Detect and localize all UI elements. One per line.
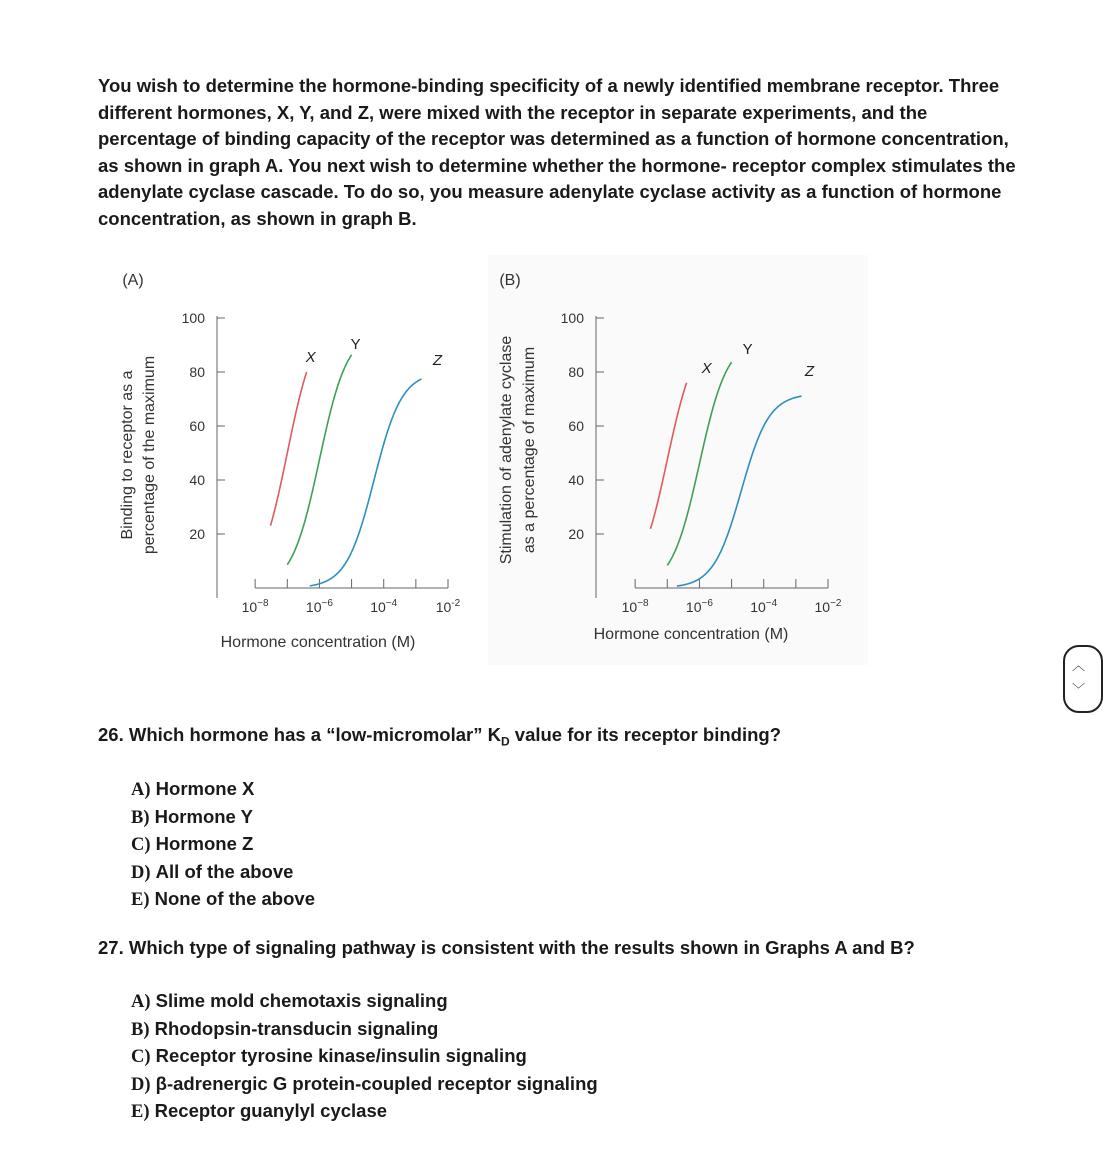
x-tick-label: $10^{-4}$ <box>370 598 398 615</box>
y-tick-label: 80 <box>189 364 205 380</box>
x-tick-label: $10^{-6}$ <box>305 598 333 615</box>
curve-z <box>310 379 422 586</box>
curve-label-z: Z <box>804 363 815 381</box>
curve-label-z: Z <box>432 351 443 369</box>
curve-label-y: Y <box>350 335 361 353</box>
x-tick-label: $10^{-2}$ <box>435 598 461 615</box>
y-axis-title-line2: as a percentage of maximum <box>521 346 538 554</box>
curve-x <box>650 383 686 529</box>
y-tick-label: 100 <box>560 310 584 326</box>
intro-paragraph: You wish to determine the hormone-binding specificity of a newly identified membrane receptor. Three different hormones, X, Y, and Z, were mixed with the receptor in separate experiments, and the percentage of binding capacity of the receptor was determined as a function of hormone concentration, as shown in graph A. You next wish to determine whether the hormone- receptor complex stimulates the adenylate cyclase cascade. To do so, you measure adenylate cyclase activity as a function of hormone concentration, as shown in graph B. <box>98 75 1016 229</box>
option-e[interactable]: E) Receptor guanylyl cyclase <box>131 1100 388 1122</box>
question-27-options <box>131 988 598 1126</box>
curve-y <box>667 359 731 565</box>
question-26-options <box>131 776 315 914</box>
graph-a <box>108 255 468 665</box>
y-tick-label: 100 <box>181 310 205 326</box>
x-tick-label: $10^{-4}$ <box>750 598 778 615</box>
x-tick-label: $10^{-8}$ <box>241 598 269 615</box>
graph-a-svg <box>108 255 468 665</box>
y-tick-label: 60 <box>568 418 584 434</box>
curve-label-x: X <box>305 349 316 366</box>
y-tick-label: 60 <box>189 418 205 434</box>
y-tick-label: 40 <box>568 472 584 488</box>
curve-x <box>270 372 306 526</box>
panel-label: (B) <box>499 272 521 289</box>
y-tick-label: 40 <box>189 472 205 488</box>
option-d[interactable]: D) β-adrenergic G protein-coupled receptor signaling <box>131 1072 598 1095</box>
curve-z <box>677 396 802 586</box>
curve-label-y: Y <box>742 341 753 359</box>
graph-b <box>488 255 868 665</box>
option-c[interactable]: C) Hormone Z <box>131 833 254 855</box>
y-axis-title-line1: Stimulation of adenylate cyclase <box>498 335 515 565</box>
x-tick-label: $10^{-2}$ <box>814 598 842 615</box>
x-axis-title: Hormone concentration (M) <box>593 626 789 643</box>
option-c[interactable]: C) Receptor tyrosine kinase/insulin signaling <box>131 1045 527 1067</box>
graph-b-svg <box>488 255 868 665</box>
panel-label: (A) <box>122 272 144 289</box>
question-26: 26. Which hormone has a “low-micromolar” $K_D$ value for its receptor binding? <box>98 724 782 749</box>
curve-y <box>287 355 351 565</box>
y-axis-title-line2: percentage of the maximum <box>141 355 158 555</box>
y-tick-label: 20 <box>568 526 584 542</box>
curve-label-x: X <box>701 359 712 377</box>
scroll-toggle-button[interactable] <box>1063 645 1103 713</box>
question-27: 27. Which type of signaling pathway is consistent with the results shown in Graphs A and B? <box>98 937 915 958</box>
option-a[interactable]: A) Slime mold chemotaxis signaling <box>131 990 448 1012</box>
x-axis-title: Hormone concentration (M) <box>220 634 416 651</box>
y-tick-label: 80 <box>568 364 584 380</box>
option-a[interactable]: A) Hormone X <box>131 778 255 800</box>
y-axis-title-line1: Binding to receptor as a <box>119 370 136 540</box>
y-tick-label: 20 <box>189 526 205 542</box>
kd-subscript: D <box>500 734 510 749</box>
option-d[interactable]: D) All of the above <box>131 860 294 883</box>
x-tick-label: $10^{-6}$ <box>685 598 713 615</box>
option-b[interactable]: B) Rhodopsin-transducin signaling <box>131 1017 439 1040</box>
chevron-up-icon: ︿ <box>1072 658 1086 673</box>
chevron-down-icon: ﹀ <box>1072 682 1086 697</box>
x-tick-label: $10^{-8}$ <box>621 598 649 615</box>
option-e[interactable]: E) None of the above <box>131 888 315 910</box>
option-b[interactable]: B) Hormone Y <box>131 805 253 828</box>
